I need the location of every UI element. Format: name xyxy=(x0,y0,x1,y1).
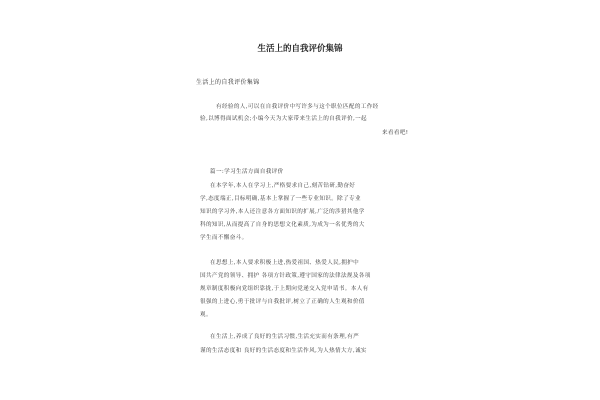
document-page xyxy=(160,0,440,400)
para1-line-2: 学,态度端正,目标明确,基本上掌握了一些专业知识。除了专业 xyxy=(200,196,361,202)
intro-line-3: 来看看吧! xyxy=(382,130,409,136)
document-subtitle: 生活上的自我评价集锦 xyxy=(196,79,260,86)
intro-line-2: 验,以博得面试机会;小编今天为大家带来生活上的自我评价,一起 xyxy=(200,116,367,122)
para2-line-4: 很强的上进心,勇于批评与自我批评,树立了正确的人生观和价值 xyxy=(200,299,365,305)
document-title: 生活上的自我评价集锦 xyxy=(257,44,343,54)
para1-line-4: 科的知识,从而提高了自身的思想文化素质,为成为一名优秀的大 xyxy=(200,222,365,228)
para2-line-1: 在思想上,本人要求积极上进,热爱祖国、热爱人民,拥护中 xyxy=(210,260,360,266)
para2-line-2: 国共产党的领导、拥护 各项方针政策,遵守国家的法律法规及各项 xyxy=(200,273,371,279)
para2-line-3: 规章制度积极向党组织靠拢,于上期向党递交入党申请书。本人有 xyxy=(200,286,369,292)
para1-line-1: 在本学年,本人在学习上,严格要求自己,刻苦钻研,勤奋好 xyxy=(210,183,356,189)
section-heading-1: 篇一:学习生活方面自我评价 xyxy=(210,169,284,175)
para1-line-3: 知识的学习外,本人还注意各方面知识的扩展,广泛的涉猎其他学 xyxy=(200,209,365,215)
para3-line-2: 谨的生活态度和 良好的生活态度和生活作风,为人热情大方,诚实 xyxy=(200,348,367,354)
intro-line-1: 有经验的人,可以在自我评价中写许多与这个职位匹配的工作经 xyxy=(216,104,379,110)
para3-line-1: 在生活上,养成了良好的生活习惯,生活充实而有条理,有严 xyxy=(210,334,360,340)
para1-line-5: 学生而不懈奋斗。 xyxy=(200,235,248,241)
para2-line-5: 观。 xyxy=(200,312,212,318)
